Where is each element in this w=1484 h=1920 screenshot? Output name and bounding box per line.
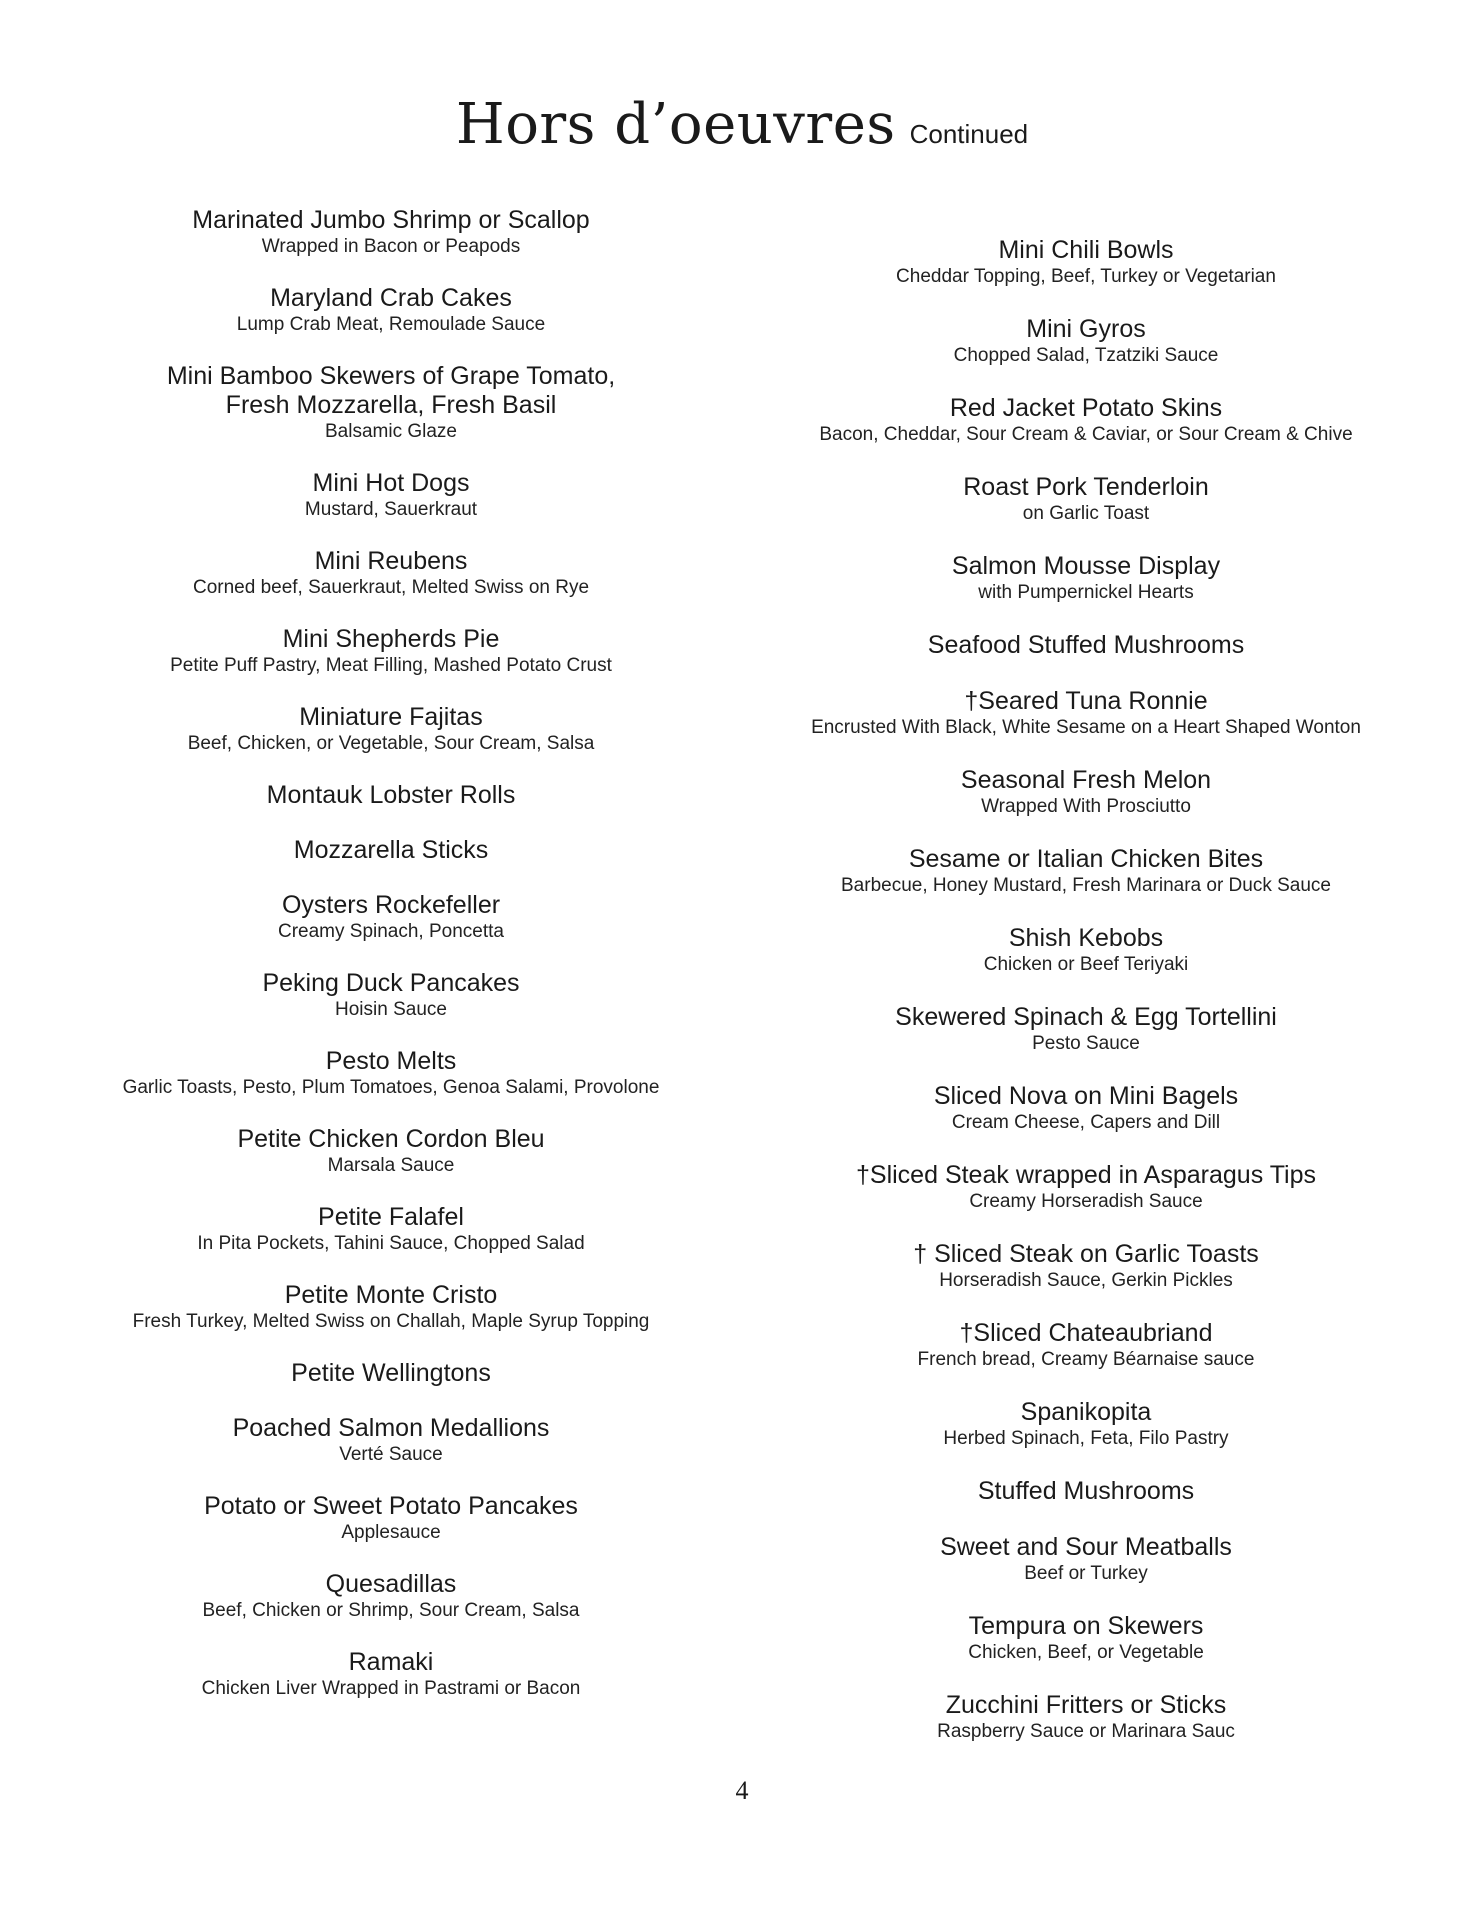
menu-item-description: Creamy Spinach, Poncetta (277, 921, 504, 942)
menu-item (96, 1203, 686, 1255)
menu-column-left (96, 206, 686, 1726)
menu-item-description: Chicken Liver Wrapped in Pastrami or Bacon (201, 1678, 581, 1699)
menu-item-name: Oysters Rockefeller (281, 891, 501, 919)
menu-item-name: Seasonal Fresh Melon (960, 766, 1212, 794)
menu-item (96, 1570, 686, 1622)
menu-item-description: Pesto Sauce (1032, 1033, 1140, 1054)
menu-item-name: Petite Chicken Cordon Bleu (237, 1125, 545, 1153)
title-sub: Continued (909, 119, 1029, 149)
menu-item (96, 969, 686, 1021)
menu-item (786, 315, 1386, 367)
menu-item-name: Sesame or Italian Chicken Bites (908, 845, 1264, 873)
menu-item-name: Mini Hot Dogs (312, 469, 470, 497)
menu-item (786, 394, 1386, 446)
menu-item-description: on Garlic Toast (1022, 503, 1150, 524)
menu-item-name: Tempura on Skewers (968, 1612, 1204, 1640)
menu-item-description: Beef or Turkey (1024, 1563, 1148, 1584)
page-title (0, 92, 1484, 157)
menu-item-name: Sweet and Sour Meatballs (940, 1533, 1232, 1561)
menu-item (786, 1003, 1386, 1055)
page-number: 4 (735, 1776, 749, 1805)
menu-item-description: Applesauce (341, 1522, 441, 1543)
menu-item-name: Stuffed Mushrooms (977, 1477, 1195, 1505)
menu-item-name: Potato or Sweet Potato Pancakes (204, 1492, 578, 1520)
menu-item-description: Raspberry Sauce or Marinara Sauc (937, 1721, 1235, 1742)
menu-item-description: Wrapped With Prosciutto (981, 796, 1191, 817)
menu-item-description: Corned beef, Sauerkraut, Melted Swiss on Rye (192, 577, 590, 598)
menu-item-name: † Sliced Steak on Garlic Toasts (913, 1240, 1259, 1268)
menu-item-name: †Seared Tuna Ronnie (964, 687, 1208, 715)
menu-item (786, 1533, 1386, 1585)
menu-item-name: Petite Falafel (318, 1203, 464, 1231)
menu-item (786, 1691, 1386, 1743)
menu-item-description: Herbed Spinach, Feta, Filo Pastry (943, 1428, 1229, 1449)
menu-item (786, 631, 1386, 660)
menu-item (786, 473, 1386, 525)
menu-item-name: Sliced Nova on Mini Bagels (933, 1082, 1239, 1110)
menu-item (96, 891, 686, 943)
menu-item (96, 1047, 686, 1099)
menu-item-description: Bacon, Cheddar, Sour Cream & Caviar, or Sour Cream & Chive (819, 424, 1353, 445)
menu-item-name: Ramaki (348, 1648, 434, 1676)
menu-item-name: Poached Salmon Medallions (232, 1414, 550, 1442)
menu-item (96, 362, 686, 443)
menu-item-description: Chopped Salad, Tzatziki Sauce (953, 345, 1219, 366)
menu-item-name: Skewered Spinach & Egg Tortellini (895, 1003, 1277, 1031)
menu-item (786, 1161, 1386, 1213)
menu-item-description: Chicken, Beef, or Vegetable (968, 1642, 1204, 1663)
menu-item-description: Creamy Horseradish Sauce (969, 1191, 1203, 1212)
title-main: Hors d’oeuvres (455, 92, 896, 157)
menu-item (96, 547, 686, 599)
menu-item-name: Mini Gyros (1026, 315, 1146, 343)
menu-item (786, 687, 1386, 739)
menu-item-description: Horseradish Sauce, Gerkin Pickles (939, 1270, 1233, 1291)
menu-item (786, 1082, 1386, 1134)
menu-item-description: Marsala Sauce (327, 1155, 455, 1176)
menu-item (96, 1648, 686, 1700)
menu-item-name: Red Jacket Potato Skins (949, 394, 1223, 422)
menu-item (786, 1612, 1386, 1664)
menu-item (96, 1359, 686, 1388)
menu-item-name: Petite Wellingtons (291, 1359, 491, 1387)
menu-item-description: Petite Puff Pastry, Meat Filling, Mashed Potato Crust (170, 655, 612, 676)
menu-item (786, 1319, 1386, 1371)
menu-item (786, 1398, 1386, 1450)
menu-item-description: Lump Crab Meat, Remoulade Sauce (236, 314, 546, 335)
menu-item-name: Fresh Mozzarella, Fresh Basil (225, 391, 557, 419)
menu-item-name: Petite Monte Cristo (284, 1281, 498, 1309)
menu-item-name: Mini Chili Bowls (998, 236, 1174, 264)
menu-item (786, 236, 1386, 288)
menu-item-name: Peking Duck Pancakes (262, 969, 520, 997)
menu-item (96, 836, 686, 865)
menu-item-description: Verté Sauce (339, 1444, 443, 1465)
menu-item (96, 284, 686, 336)
menu-item-name: Montauk Lobster Rolls (266, 781, 516, 809)
menu-item-name: Mozzarella Sticks (293, 836, 489, 864)
menu-item (786, 924, 1386, 976)
menu-item (96, 469, 686, 521)
menu-item-name: Mini Shepherds Pie (282, 625, 500, 653)
menu-item-name: Miniature Fajitas (299, 703, 483, 731)
menu-item-description: Encrusted With Black, White Sesame on a Heart Shaped Wonton (811, 717, 1361, 738)
menu-item-description: Hoisin Sauce (335, 999, 447, 1020)
menu-item-name: Roast Pork Tenderloin (963, 473, 1209, 501)
menu-item-name: Maryland Crab Cakes (270, 284, 512, 312)
menu-item (786, 552, 1386, 604)
menu-item (96, 1281, 686, 1333)
menu-item-name: †Sliced Steak wrapped in Asparagus Tips (856, 1161, 1316, 1189)
menu-column-right (786, 236, 1386, 1770)
menu-item-description: Mustard, Sauerkraut (304, 499, 478, 520)
menu-item (96, 703, 686, 755)
menu-item-description: Cream Cheese, Capers and Dill (951, 1112, 1221, 1133)
menu-item (96, 1414, 686, 1466)
menu-item-name: Salmon Mousse Display (951, 552, 1221, 580)
menu-item-description: Barbecue, Honey Mustard, Fresh Marinara or Duck Sauce (841, 875, 1331, 896)
menu-item (96, 1492, 686, 1544)
menu-item-description: Beef, Chicken or Shrimp, Sour Cream, Salsa (202, 1600, 580, 1621)
menu-item-name: †Sliced Chateaubriand (959, 1319, 1213, 1347)
menu-item (96, 625, 686, 677)
menu-item-description: Beef, Chicken, or Vegetable, Sour Cream, Salsa (187, 733, 595, 754)
menu-item-name: Mini Reubens (314, 547, 468, 575)
menu-item (96, 1125, 686, 1177)
menu-item-name: Pesto Melts (325, 1047, 457, 1075)
menu-item-description: Balsamic Glaze (325, 421, 457, 442)
menu-item-name: Zucchini Fritters or Sticks (945, 1691, 1227, 1719)
menu-item-description: Wrapped in Bacon or Peapods (261, 236, 521, 257)
menu-item-description: Garlic Toasts, Pesto, Plum Tomatoes, Genoa Salami, Provolone (122, 1077, 660, 1098)
menu-item (96, 781, 686, 810)
menu-item (786, 1477, 1386, 1506)
menu-item-description: French bread, Creamy Béarnaise sauce (917, 1349, 1255, 1370)
menu-item-name: Seafood Stuffed Mushrooms (927, 631, 1245, 659)
menu-item-description: In Pita Pockets, Tahini Sauce, Chopped Salad (197, 1233, 585, 1254)
menu-item-name: Spanikopita (1020, 1398, 1152, 1426)
menu-item-description: Fresh Turkey, Melted Swiss on Challah, Maple Syrup Topping (132, 1311, 650, 1332)
menu-item-name: Marinated Jumbo Shrimp or Scallop (192, 206, 590, 234)
menu-item-description: Chicken or Beef Teriyaki (983, 954, 1189, 975)
menu-item (786, 766, 1386, 818)
menu-item-name: Quesadillas (325, 1570, 457, 1598)
menu-item-description: with Pumpernickel Hearts (978, 582, 1194, 603)
menu-item (786, 1240, 1386, 1292)
menu-item-description: Cheddar Topping, Beef, Turkey or Vegetarian (896, 266, 1276, 287)
menu-item (96, 206, 686, 258)
menu-item-name: Mini Bamboo Skewers of Grape Tomato, (166, 362, 616, 390)
menu-item-name: Shish Kebobs (1008, 924, 1164, 952)
menu-item (786, 845, 1386, 897)
